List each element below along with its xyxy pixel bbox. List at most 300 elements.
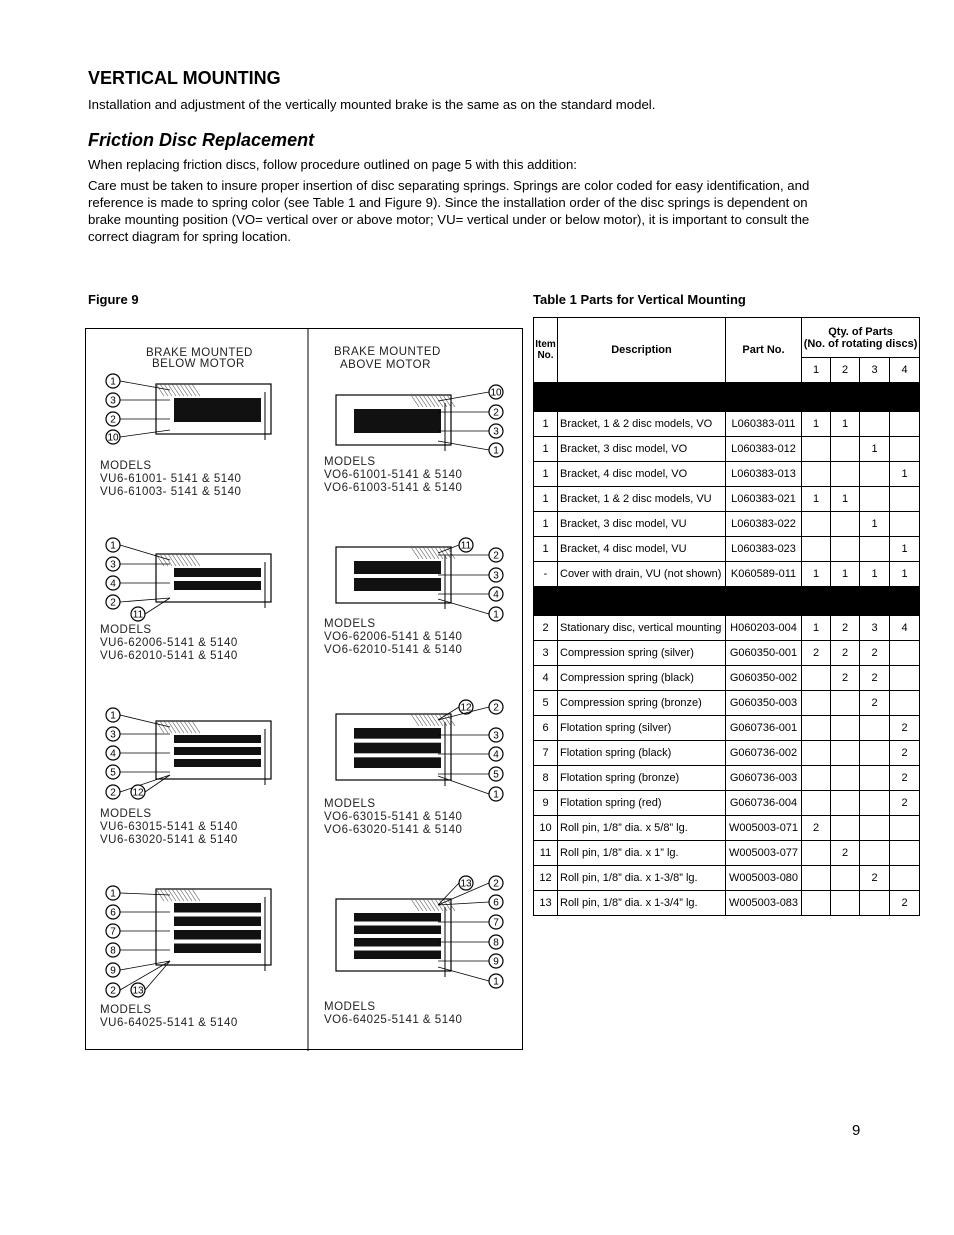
mounting-diagram (86, 329, 524, 1051)
description-cell: Roll pin, 1/8” dia. x 5/8” lg. (558, 816, 726, 841)
item-no-header: Item No. (534, 318, 558, 383)
item-no-cell: 1 (534, 462, 558, 487)
qty-cell (802, 691, 831, 716)
callout-number: 6 (110, 907, 116, 919)
left-heading-line2: BELOW MOTOR (152, 358, 245, 370)
qty-cell: 1 (831, 562, 860, 587)
callout-right-3 (489, 728, 503, 742)
friction-disc (174, 759, 261, 767)
callout-right-2 (489, 405, 503, 419)
qty-cell: 2 (802, 816, 831, 841)
table-row (534, 562, 920, 587)
callout-right-3 (489, 424, 503, 438)
qty-cell: 1 (802, 616, 831, 641)
qty-cell (860, 766, 890, 791)
qty-cell: 2 (890, 716, 920, 741)
qty-cell (860, 716, 890, 741)
brake-cross-section (336, 899, 455, 977)
model-label: MODELS (100, 808, 152, 820)
part-no-cell: W005003-071 (726, 816, 802, 841)
qty-cell (831, 716, 860, 741)
qty-cell: 2 (831, 841, 860, 866)
callout-left-7 (106, 924, 120, 938)
callout-number: 11 (132, 609, 144, 621)
callout-number: 2 (110, 414, 116, 426)
qty-cell (860, 462, 890, 487)
qty-cell (802, 537, 831, 562)
callout-left-5 (106, 765, 120, 779)
disc-count-header: 4 (890, 358, 920, 383)
table-row (534, 841, 920, 866)
item-no-cell: 1 (534, 437, 558, 462)
part-no-cell: K060589-011 (726, 562, 802, 587)
qty-cell: 1 (802, 562, 831, 587)
qty-cell: 1 (860, 562, 890, 587)
description-cell: Bracket, 1 & 2 disc models, VU (558, 487, 726, 512)
instruction-line: reference is made to spring color (see Table 1 and Figure 9). Since the installation order of the disc springs is dependent on (88, 195, 808, 210)
qty-cell: 1 (890, 562, 920, 587)
friction-disc (174, 917, 261, 927)
callout-left-1 (106, 886, 120, 900)
qty-cell (802, 437, 831, 462)
qty-cell: 2 (890, 791, 920, 816)
qty-cell (831, 766, 860, 791)
qty-cell (802, 512, 831, 537)
table-row (534, 641, 920, 666)
leader-line (438, 599, 489, 614)
leader-line (120, 545, 170, 560)
model-label: MODELS (324, 798, 376, 810)
part-no-cell: W005003-083 (726, 891, 802, 916)
brake-cross-section (336, 714, 455, 786)
item-no-cell: 1 (534, 537, 558, 562)
friction-disc (174, 903, 261, 913)
qty-cell: 1 (860, 512, 890, 537)
housing-outline (336, 899, 451, 971)
callout-number: 1 (110, 540, 116, 552)
friction-disc (174, 747, 261, 755)
model-label: VU6-61001- 5141 & 5140 (100, 473, 242, 485)
callout-number: 2 (110, 787, 116, 799)
qty-cell (890, 412, 920, 437)
qty-cell: 1 (802, 412, 831, 437)
qty-cell: 2 (831, 616, 860, 641)
callout-left-1 (106, 708, 120, 722)
description-cell: Flotation spring (bronze) (558, 766, 726, 791)
model-label: VO6-62010-5141 & 5140 (324, 644, 463, 656)
qty-cell (860, 741, 890, 766)
page-number: 9 (852, 1122, 861, 1139)
model-label: VO6-61003-5141 & 5140 (324, 482, 463, 494)
item-no-cell: 1 (534, 512, 558, 537)
callout-left-10 (106, 430, 120, 444)
callout-number: 12 (132, 787, 144, 799)
callout-number: 4 (493, 589, 499, 601)
model-label: MODELS (100, 1004, 152, 1016)
right-heading-line2: ABOVE MOTOR (340, 359, 431, 371)
qty-cell (860, 412, 890, 437)
qty-cell (890, 691, 920, 716)
callout-number: 6 (493, 897, 499, 909)
model-label: MODELS (324, 1001, 376, 1013)
table-row (534, 437, 920, 462)
part-no-cell: G060350-001 (726, 641, 802, 666)
part-no-cell: G060736-002 (726, 741, 802, 766)
callout-left-4 (106, 746, 120, 760)
callout-left-3 (106, 727, 120, 741)
table-row (534, 716, 920, 741)
callout-number: 9 (110, 965, 116, 977)
callout-number: 13 (132, 985, 144, 997)
qty-cell: 3 (860, 616, 890, 641)
friction-disc (174, 398, 261, 422)
qty-cell (860, 816, 890, 841)
table-row (534, 891, 920, 916)
qty-cell: 2 (860, 691, 890, 716)
part-no-cell: L060383-023 (726, 537, 802, 562)
qty-cell: 1 (802, 487, 831, 512)
table-row (534, 412, 920, 437)
part-no-cell: L060383-021 (726, 487, 802, 512)
callout-right-5 (489, 767, 503, 781)
qty-cell (860, 841, 890, 866)
part-no-cell: L060383-022 (726, 512, 802, 537)
callout-number: 2 (493, 550, 499, 562)
qty-cell (802, 841, 831, 866)
item-no-cell: 6 (534, 716, 558, 741)
model-label: VU6-63015-5141 & 5140 (100, 821, 238, 833)
qty-cell: 1 (831, 412, 860, 437)
instruction-line: Care must be taken to insure proper insertion of disc separating springs. Springs are color coded for easy identification, and (88, 178, 810, 193)
qty-cell: 2 (802, 641, 831, 666)
callout-right-9 (489, 954, 503, 968)
brake-cross-section (156, 889, 271, 971)
qty-cell (802, 666, 831, 691)
model-label: VU6-61003- 5141 & 5140 (100, 486, 242, 498)
callout-right-11 (459, 538, 473, 552)
callout-number: 5 (110, 767, 116, 779)
description-cell: Roll pin, 1/8” dia. x 1-3/8” lg. (558, 866, 726, 891)
table-row (534, 791, 920, 816)
table-row (534, 537, 920, 562)
disc-count-header: 2 (831, 358, 860, 383)
model-label: VU6-62010-5141 & 5140 (100, 650, 238, 662)
callout-right-2 (489, 700, 503, 714)
item-no-cell: 5 (534, 691, 558, 716)
part-no-cell: G060350-003 (726, 691, 802, 716)
description-cell: Roll pin, 1/8” dia. x 1” lg. (558, 841, 726, 866)
description-cell: Flotation spring (black) (558, 741, 726, 766)
part-no-cell: W005003-080 (726, 866, 802, 891)
callout-right-7 (489, 915, 503, 929)
callout-number: 1 (493, 609, 499, 621)
qty-cell (890, 487, 920, 512)
callout-number: 2 (493, 407, 499, 419)
callout-number: 8 (493, 937, 499, 949)
callout-right-1 (489, 443, 503, 457)
description-cell: Compression spring (silver) (558, 641, 726, 666)
callout-left-2 (106, 595, 120, 609)
callout-number: 2 (110, 597, 116, 609)
table-row (534, 866, 920, 891)
part-no-cell: G060736-003 (726, 766, 802, 791)
item-no-cell: 13 (534, 891, 558, 916)
part-no-cell: G060736-001 (726, 716, 802, 741)
description-header: Description (558, 318, 726, 383)
description-cell: Stationary disc, vertical mounting (558, 616, 726, 641)
item-no-cell: 9 (534, 791, 558, 816)
callout-number: 7 (110, 926, 116, 938)
item-no-cell: 4 (534, 666, 558, 691)
callout-number: 4 (110, 748, 116, 760)
description-cell: Bracket, 3 disc model, VU (558, 512, 726, 537)
callout-left-2 (106, 785, 120, 799)
part-no-cell: L060383-013 (726, 462, 802, 487)
friction-disc (174, 581, 261, 590)
callout-number: 13 (460, 878, 472, 890)
qty-cell (831, 791, 860, 816)
friction-disc (354, 578, 441, 591)
instruction-line: correct diagram for spring location. (88, 229, 292, 244)
qty-cell (802, 716, 831, 741)
qty-cell (890, 866, 920, 891)
table-row (534, 616, 920, 641)
qty-cell (890, 437, 920, 462)
part-no-header: Part No. (726, 318, 802, 383)
qty-cell (802, 791, 831, 816)
qty-cell (890, 841, 920, 866)
qty-cell (831, 816, 860, 841)
callout-number: 4 (110, 578, 116, 590)
qty-cell (831, 512, 860, 537)
callout-number: 3 (493, 730, 499, 742)
table-row (534, 487, 920, 512)
section-title: VERTICAL MOUNTING (88, 68, 281, 88)
table-row (534, 816, 920, 841)
callout-left-3 (106, 557, 120, 571)
qty-cell: 1 (890, 537, 920, 562)
callout-number: 8 (110, 945, 116, 957)
friction-disc (354, 743, 441, 754)
qty-cell (802, 891, 831, 916)
callout-left-13 (131, 983, 145, 997)
callout-number: 5 (493, 769, 499, 781)
callout-number: 1 (110, 710, 116, 722)
description-cell: Compression spring (bronze) (558, 691, 726, 716)
qty-cell (831, 866, 860, 891)
model-label: VO6-63020-5141 & 5140 (324, 824, 463, 836)
qty-cell: 2 (890, 741, 920, 766)
model-label: VU6-64025-5141 & 5140 (100, 1017, 238, 1029)
qty-cell: 1 (860, 437, 890, 462)
parts-table (533, 317, 920, 916)
item-no-cell: 7 (534, 741, 558, 766)
callout-right-4 (489, 587, 503, 601)
friction-disc (354, 757, 441, 768)
callout-left-2 (106, 983, 120, 997)
qty-cell (890, 816, 920, 841)
brake-cross-section (336, 547, 455, 609)
item-no-cell: 3 (534, 641, 558, 666)
item-no-cell: 8 (534, 766, 558, 791)
qty-cell (860, 791, 890, 816)
qty-cell (802, 462, 831, 487)
spring-instructions (88, 177, 868, 245)
callout-number: 11 (460, 540, 472, 552)
table-row (534, 666, 920, 691)
callout-right-4 (489, 747, 503, 761)
qty-cell (860, 487, 890, 512)
group-divider-row (534, 383, 920, 412)
friction-disc (174, 944, 261, 954)
qty-cell: 2 (831, 641, 860, 666)
friction-disc (354, 951, 441, 960)
model-label: VO6-63015-5141 & 5140 (324, 811, 463, 823)
qty-header: Qty. of Parts (No. of rotating discs) (802, 318, 920, 358)
callout-number: 3 (110, 729, 116, 741)
brake-cross-section (156, 554, 271, 608)
callout-number: 1 (493, 976, 499, 988)
qty-cell (802, 766, 831, 791)
table-row (534, 691, 920, 716)
right-heading-line1: BRAKE MOUNTED (334, 346, 441, 358)
callout-number: 1 (493, 445, 499, 457)
qty-cell (802, 741, 831, 766)
leader-line (438, 776, 489, 794)
table-row (534, 766, 920, 791)
figure-caption: Figure 9 (88, 292, 139, 307)
item-no-cell: 2 (534, 616, 558, 641)
qty-cell (890, 512, 920, 537)
description-cell: Bracket, 4 disc model, VU (558, 537, 726, 562)
qty-cell (831, 437, 860, 462)
subsection-title: Friction Disc Replacement (88, 130, 315, 150)
item-no-cell: 1 (534, 487, 558, 512)
friction-disc (354, 926, 441, 935)
callout-left-9 (106, 963, 120, 977)
callout-number: 10 (490, 387, 502, 399)
part-no-cell: W005003-077 (726, 841, 802, 866)
qty-cell (831, 891, 860, 916)
item-no-cell: - (534, 562, 558, 587)
callout-right-2 (489, 548, 503, 562)
callout-number: 2 (493, 702, 499, 714)
model-label: MODELS (324, 618, 376, 630)
table-row (534, 462, 920, 487)
qty-cell (831, 741, 860, 766)
callout-left-12 (131, 785, 145, 799)
callout-left-8 (106, 943, 120, 957)
friction-disc (354, 728, 441, 739)
model-label: MODELS (100, 624, 152, 636)
model-label: VU6-62006-5141 & 5140 (100, 637, 238, 649)
callout-right-1 (489, 787, 503, 801)
description-cell: Roll pin, 1/8” dia. x 1-3/4” lg. (558, 891, 726, 916)
friction-disc (354, 938, 441, 947)
model-label: VO6-61001-5141 & 5140 (324, 469, 463, 481)
callout-number: 4 (493, 749, 499, 761)
callout-right-10 (489, 385, 503, 399)
callout-left-4 (106, 576, 120, 590)
qty-cell: 2 (860, 641, 890, 666)
procedure-note: When replacing friction discs, follow procedure outlined on page 5 with this addition: (88, 157, 577, 172)
callout-number: 9 (493, 956, 499, 968)
description-cell: Cover with drain, VU (not shown) (558, 562, 726, 587)
callout-left-1 (106, 538, 120, 552)
qty-cell: 2 (890, 766, 920, 791)
callout-number: 3 (493, 426, 499, 438)
friction-disc (174, 735, 261, 743)
callout-number: 1 (110, 376, 116, 388)
model-label: MODELS (324, 456, 376, 468)
part-no-cell: L060383-011 (726, 412, 802, 437)
callout-right-8 (489, 935, 503, 949)
disc-count-header: 3 (860, 358, 890, 383)
qty-cell (802, 866, 831, 891)
qty-cell (890, 666, 920, 691)
qty-cell: 2 (831, 666, 860, 691)
description-cell: Compression spring (black) (558, 666, 726, 691)
housing-outline (156, 554, 271, 602)
callout-number: 1 (493, 789, 499, 801)
qty-cell (860, 891, 890, 916)
model-label: VU6-63020-5141 & 5140 (100, 834, 238, 846)
qty-cell: 1 (831, 487, 860, 512)
qty-cell: 2 (860, 866, 890, 891)
callout-number: 10 (107, 432, 119, 444)
callout-right-3 (489, 568, 503, 582)
part-no-cell: L060383-012 (726, 437, 802, 462)
model-label: VO6-62006-5141 & 5140 (324, 631, 463, 643)
brake-cross-section (336, 395, 455, 451)
callout-left-2 (106, 412, 120, 426)
callout-number: 3 (493, 570, 499, 582)
qty-cell: 4 (890, 616, 920, 641)
callout-left-1 (106, 374, 120, 388)
callout-number: 3 (110, 395, 116, 407)
housing-outline (156, 889, 271, 965)
brake-cross-section (156, 384, 271, 440)
callout-number: 3 (110, 559, 116, 571)
description-cell: Flotation spring (red) (558, 791, 726, 816)
table-caption: Table 1 Parts for Vertical Mounting (533, 292, 746, 307)
item-no-cell: 1 (534, 412, 558, 437)
item-no-cell: 10 (534, 816, 558, 841)
callout-right-1 (489, 974, 503, 988)
item-no-cell: 11 (534, 841, 558, 866)
qty-cell: 2 (860, 666, 890, 691)
description-cell: Bracket, 4 disc model, VO (558, 462, 726, 487)
callout-number: 2 (493, 878, 499, 890)
callout-number: 2 (110, 985, 116, 997)
table-row (534, 741, 920, 766)
section-intro: Installation and adjustment of the vertically mounted brake is the same as on the standard model. (88, 97, 656, 112)
part-no-cell: H060203-004 (726, 616, 802, 641)
table-row (534, 512, 920, 537)
qty-cell (831, 537, 860, 562)
callout-right-6 (489, 895, 503, 909)
friction-disc (354, 913, 441, 922)
part-no-cell: G060736-004 (726, 791, 802, 816)
callout-left-3 (106, 393, 120, 407)
part-no-cell: G060350-002 (726, 666, 802, 691)
model-label: VO6-64025-5141 & 5140 (324, 1014, 463, 1026)
group-divider-row (534, 587, 920, 616)
callout-left-11 (131, 607, 145, 621)
callout-right-2 (489, 876, 503, 890)
mounting-diagram-figure (85, 328, 523, 1050)
callout-right-13 (459, 876, 473, 890)
